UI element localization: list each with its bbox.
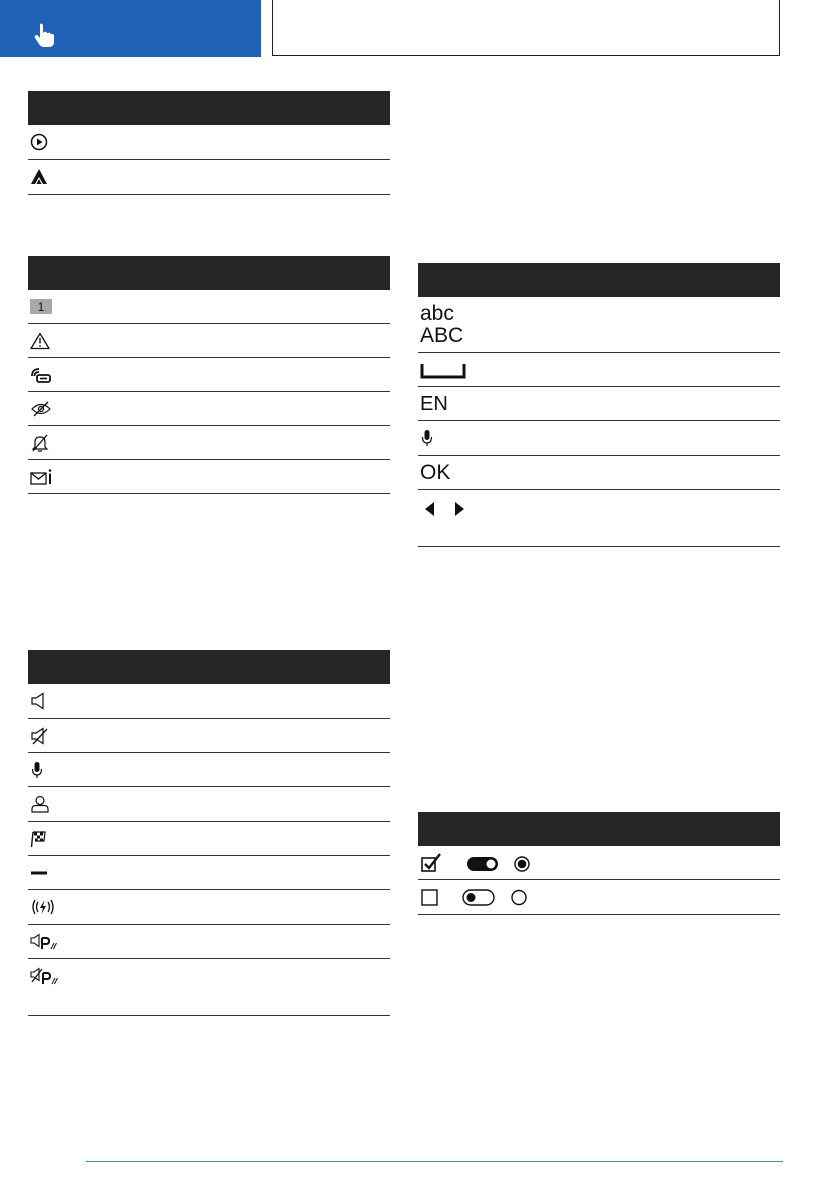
table-header <box>28 91 390 125</box>
dash-icon <box>30 864 48 882</box>
keyboard-table <box>418 263 780 547</box>
status-table <box>28 256 390 494</box>
pointing-hand-icon <box>33 22 57 48</box>
table-row <box>28 125 390 160</box>
microphone-icon <box>30 761 44 779</box>
table-row <box>28 324 390 358</box>
table-row <box>28 160 390 195</box>
table-row <box>418 846 780 880</box>
table-row <box>28 684 390 719</box>
bell-off-icon <box>30 434 50 452</box>
speaker-muted-icon <box>30 727 50 745</box>
person-icon <box>30 795 50 813</box>
case-toggle-icon: abc ABC <box>420 302 464 347</box>
table-row <box>418 456 780 490</box>
car-connect-icon <box>30 366 52 384</box>
wireless-charging-icon <box>30 898 56 916</box>
table-row <box>28 290 390 324</box>
table-row <box>28 959 390 1016</box>
android-auto-icon <box>30 168 48 186</box>
table-row <box>28 856 390 890</box>
selection-table <box>418 812 780 915</box>
park-distance-sound-icon <box>30 933 58 951</box>
table-row <box>28 890 390 925</box>
language-icon: EN <box>420 392 448 415</box>
table-header <box>418 812 780 846</box>
table-row <box>418 297 780 353</box>
unselected-controls-icon <box>420 887 540 907</box>
table-header <box>28 650 390 684</box>
table-row <box>28 925 390 959</box>
chapter-tab <box>0 0 261 57</box>
table-row <box>28 426 390 460</box>
microphone-icon <box>420 429 434 447</box>
mail-info-icon <box>30 468 54 486</box>
badge-1-icon: 1 <box>30 299 52 314</box>
audio-table <box>28 650 390 1016</box>
table-row <box>418 353 780 387</box>
table-row <box>418 421 780 456</box>
footer-rule <box>86 1161 783 1162</box>
space-bar-icon <box>420 361 466 379</box>
media-table <box>28 91 390 195</box>
table-row <box>28 719 390 753</box>
speaker-icon <box>30 692 48 710</box>
table-row <box>28 358 390 392</box>
ok-icon: OK <box>420 461 451 484</box>
play-circle-icon <box>30 133 48 151</box>
eye-off-icon <box>30 401 52 417</box>
header-box <box>272 0 780 56</box>
table-header <box>418 263 780 297</box>
warning-triangle-icon <box>30 332 50 350</box>
checkered-flag-icon <box>30 830 48 848</box>
table-row <box>28 460 390 494</box>
table-row <box>418 387 780 421</box>
table-row <box>28 753 390 787</box>
table-row <box>28 822 390 856</box>
park-distance-muted-icon <box>30 967 60 987</box>
cursor-arrows-icon <box>420 500 468 518</box>
selected-controls-icon <box>420 853 540 873</box>
table-row <box>418 490 780 547</box>
table-row <box>28 392 390 426</box>
table-header <box>28 256 390 290</box>
table-row <box>418 880 780 915</box>
table-row <box>28 787 390 822</box>
